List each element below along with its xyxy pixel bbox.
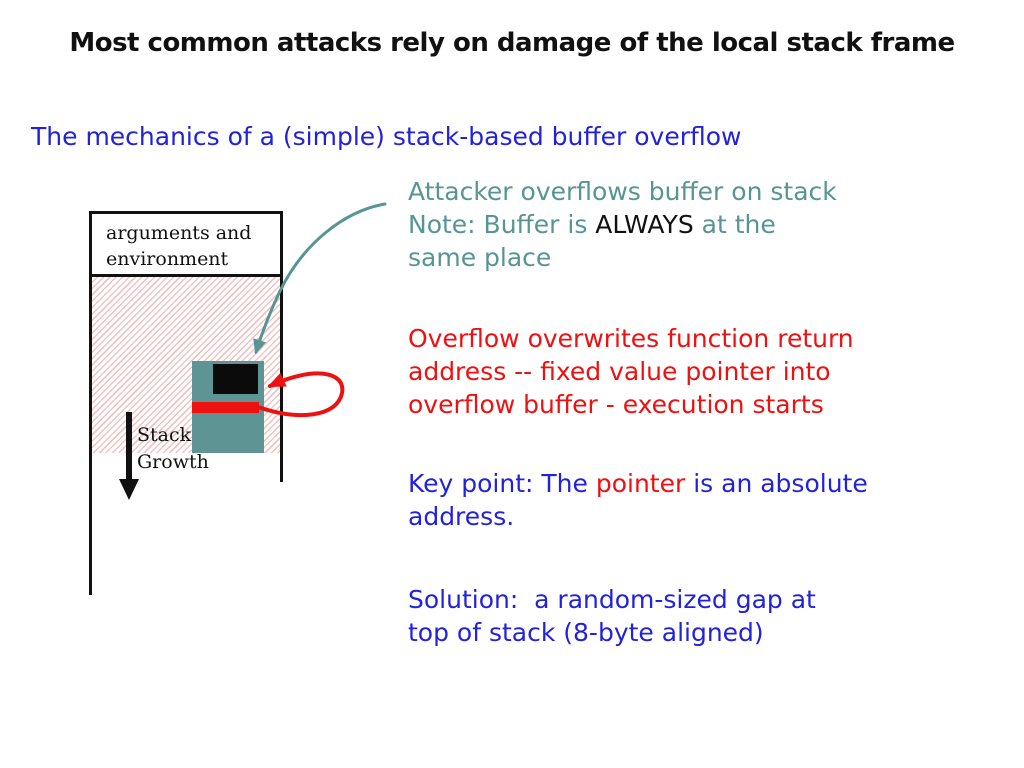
args-label-line1: arguments and (106, 222, 252, 244)
slide-subtitle: The mechanics of a (simple) stack-based buffer overflow (31, 122, 742, 151)
keypoint-suffix: is an absolute (685, 469, 868, 498)
return-address-bar (192, 402, 259, 413)
slide-title: Most common attacks rely on damage of the local stack frame (69, 28, 955, 58)
annotation-line: Overflow overwrites function return (408, 324, 854, 353)
stack-growth-label (137, 422, 227, 476)
annotation-line (408, 208, 837, 241)
stack-growth-line1: Stack (137, 424, 192, 446)
annotation-solution (408, 583, 816, 649)
annotation-line (408, 467, 868, 500)
note-suffix: at the (693, 210, 776, 239)
arguments-environment-label (106, 220, 251, 272)
annotation-overflow-overwrites (408, 322, 854, 421)
annotation-line: same place (408, 243, 552, 272)
injected-code-square (213, 364, 258, 394)
annotation-line: Attacker overflows buffer on stack (408, 177, 837, 206)
annotation-line: Solution: a random-sized gap at (408, 585, 816, 614)
arguments-environment-box (89, 211, 283, 277)
stack-growth-line2: Growth (137, 451, 209, 473)
annotation-line: top of stack (8-byte aligned) (408, 618, 764, 647)
annotation-line: overflow buffer - execution starts (408, 390, 824, 419)
keypoint-pointer-emphasis: pointer (595, 469, 686, 498)
note-always-emphasis: ALWAYS (595, 210, 694, 239)
args-label-line2: environment (106, 248, 229, 270)
keypoint-prefix: Key point: The (408, 469, 596, 498)
stack-growth-arrow-head (119, 479, 139, 500)
annotation-line: address. (408, 502, 515, 531)
note-prefix: Note: Buffer is (408, 210, 596, 239)
annotation-attacker-overflow (408, 175, 837, 274)
annotation-key-point (408, 467, 868, 533)
annotation-line: address -- fixed value pointer into (408, 357, 831, 386)
